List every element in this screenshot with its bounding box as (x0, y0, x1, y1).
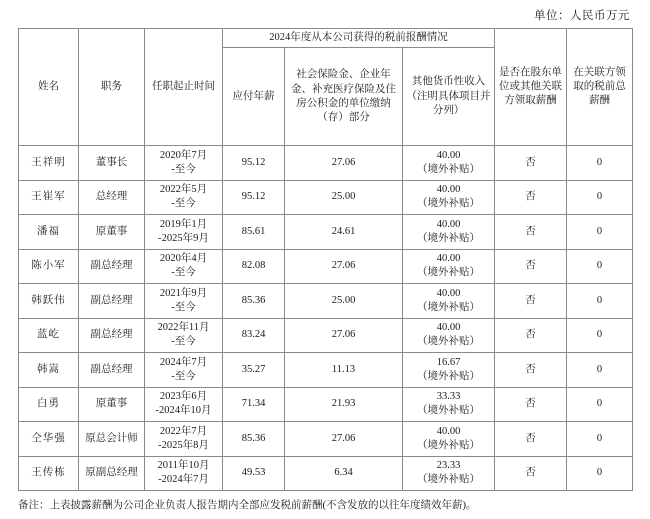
table-row (19, 146, 633, 181)
other-amount: 40.00 (436, 218, 461, 230)
cell-insurance: 27.06 (285, 249, 403, 284)
table-footnote: 备注：上表披露薪酬为公司企业负责人报告期内全部应发税前薪酬(不含发放的以往年度绩效年薪)。 (18, 500, 477, 512)
table-row (19, 456, 633, 491)
other-note: （境外补贴） (417, 474, 481, 486)
cell-other-income (403, 456, 495, 491)
cell-term (145, 284, 223, 319)
term-end: -2024年10月 (155, 405, 212, 417)
cell-salary: 95.12 (223, 146, 285, 181)
other-amount: 23.33 (436, 460, 461, 472)
cell-related-total: 0 (567, 353, 633, 388)
other-note: （境外补贴） (417, 301, 481, 313)
cell-insurance: 21.93 (285, 387, 403, 422)
cell-salary: 35.27 (223, 353, 285, 388)
other-amount: 33.33 (436, 391, 461, 403)
header-title: 职务 (79, 29, 145, 146)
cell-insurance: 6.34 (285, 456, 403, 491)
term-start: 2020年4月 (159, 253, 208, 265)
header-salary: 应付年薪 (223, 48, 285, 146)
compensation-table (18, 28, 633, 491)
other-amount: 40.00 (436, 184, 461, 196)
other-note: （境外补贴） (417, 405, 481, 417)
term-start: 2023年6月 (159, 391, 208, 403)
cell-title: 总经理 (79, 180, 145, 215)
term-end: -至今 (171, 370, 196, 382)
term-start: 2022年5月 (159, 184, 208, 196)
cell-name: 蓝屹 (19, 318, 79, 353)
cell-term (145, 318, 223, 353)
cell-insurance: 27.06 (285, 422, 403, 457)
cell-is-shareholder: 否 (495, 387, 567, 422)
table-row (19, 422, 633, 457)
other-note: （境外补贴） (417, 163, 481, 175)
cell-insurance: 11.13 (285, 353, 403, 388)
table-row (19, 284, 633, 319)
cell-is-shareholder: 否 (495, 422, 567, 457)
cell-is-shareholder: 否 (495, 146, 567, 181)
cell-insurance: 24.61 (285, 215, 403, 250)
cell-salary: 95.12 (223, 180, 285, 215)
other-amount: 40.00 (436, 322, 461, 334)
cell-other-income (403, 318, 495, 353)
cell-insurance: 25.00 (285, 284, 403, 319)
cell-other-income (403, 180, 495, 215)
term-start: 2019年1月 (159, 218, 208, 230)
cell-related-total: 0 (567, 146, 633, 181)
cell-term (145, 146, 223, 181)
table-row (19, 249, 633, 284)
cell-term (145, 456, 223, 491)
cell-is-shareholder: 否 (495, 456, 567, 491)
other-amount: 40.00 (436, 149, 461, 161)
other-note: （境外补贴） (417, 267, 481, 279)
cell-title: 副总经理 (79, 318, 145, 353)
term-end: -至今 (171, 198, 196, 210)
other-note: （境外补贴） (417, 336, 481, 348)
header-name: 姓名 (19, 29, 79, 146)
cell-name: 王崔军 (19, 180, 79, 215)
cell-term (145, 353, 223, 388)
header-other-income: 其他货币性收入（注明具体项目并分列） (403, 48, 495, 146)
term-end: -至今 (171, 301, 196, 313)
term-end: -2025年9月 (158, 232, 209, 244)
cell-is-shareholder: 否 (495, 318, 567, 353)
cell-title: 原董事 (79, 215, 145, 250)
cell-other-income (403, 249, 495, 284)
cell-insurance: 27.06 (285, 146, 403, 181)
cell-insurance: 27.06 (285, 318, 403, 353)
cell-name: 潘福 (19, 215, 79, 250)
unit-note: 单位：人民币万元 (534, 10, 630, 22)
cell-is-shareholder: 否 (495, 180, 567, 215)
other-amount: 40.00 (436, 253, 461, 265)
cell-name: 仝华强 (19, 422, 79, 457)
term-start: 2021年9月 (159, 287, 208, 299)
cell-other-income (403, 215, 495, 250)
other-amount: 40.00 (436, 425, 461, 437)
cell-term (145, 422, 223, 457)
cell-related-total: 0 (567, 249, 633, 284)
header-insurance: 社会保险金、企业年金、补充医疗保险及住房公积金的单位缴纳（存）部分 (285, 48, 403, 146)
header-related-total: 在关联方领取的税前总薪酬 (567, 29, 633, 146)
term-end: -2025年8月 (158, 439, 209, 451)
cell-is-shareholder: 否 (495, 249, 567, 284)
cell-title: 原总会计师 (79, 422, 145, 457)
cell-salary: 71.34 (223, 387, 285, 422)
cell-title: 副总经理 (79, 249, 145, 284)
cell-other-income (403, 146, 495, 181)
cell-salary: 83.24 (223, 318, 285, 353)
cell-related-total: 0 (567, 284, 633, 319)
cell-salary: 85.36 (223, 284, 285, 319)
cell-title: 副总经理 (79, 284, 145, 319)
header-is-shareholder: 是否在股东单位或其他关联方领取薪酬 (495, 29, 567, 146)
cell-salary: 49.53 (223, 456, 285, 491)
cell-name: 韩嵩 (19, 353, 79, 388)
cell-related-total: 0 (567, 180, 633, 215)
cell-salary: 85.61 (223, 215, 285, 250)
table-row (19, 387, 633, 422)
term-start: 2022年7月 (159, 425, 208, 437)
cell-name: 王传栋 (19, 456, 79, 491)
term-end: -至今 (171, 267, 196, 279)
table-row (19, 318, 633, 353)
other-note: （境外补贴） (417, 232, 481, 244)
header-group-pretax: 2024年度从本公司获得的税前报酬情况 (223, 29, 495, 48)
cell-term (145, 215, 223, 250)
table-header-row-1 (19, 29, 633, 48)
table-row (19, 353, 633, 388)
cell-other-income (403, 387, 495, 422)
cell-name: 王祥明 (19, 146, 79, 181)
term-start: 2022年11月 (157, 322, 210, 334)
table-row (19, 180, 633, 215)
term-end: -2024年7月 (158, 474, 209, 486)
other-amount: 40.00 (436, 287, 461, 299)
cell-related-total: 0 (567, 422, 633, 457)
cell-related-total: 0 (567, 387, 633, 422)
table-row (19, 215, 633, 250)
cell-term (145, 180, 223, 215)
other-note: （境外补贴） (417, 439, 481, 451)
cell-salary: 82.08 (223, 249, 285, 284)
cell-name: 韩跃伟 (19, 284, 79, 319)
other-note: （境外补贴） (417, 370, 481, 382)
cell-term (145, 387, 223, 422)
term-start: 2011年10月 (157, 460, 210, 472)
cell-insurance: 25.00 (285, 180, 403, 215)
cell-related-total: 0 (567, 456, 633, 491)
term-start: 2020年7月 (159, 149, 208, 161)
cell-related-total: 0 (567, 318, 633, 353)
cell-other-income (403, 422, 495, 457)
cell-title: 原副总经理 (79, 456, 145, 491)
term-start: 2024年7月 (159, 356, 208, 368)
cell-title: 董事长 (79, 146, 145, 181)
other-note: （境外补贴） (417, 198, 481, 210)
term-end: -至今 (171, 163, 196, 175)
cell-name: 陈小军 (19, 249, 79, 284)
cell-other-income (403, 353, 495, 388)
cell-term (145, 249, 223, 284)
cell-title: 原董事 (79, 387, 145, 422)
cell-title: 副总经理 (79, 353, 145, 388)
other-amount: 16.67 (436, 356, 461, 368)
cell-is-shareholder: 否 (495, 353, 567, 388)
cell-is-shareholder: 否 (495, 284, 567, 319)
cell-other-income (403, 284, 495, 319)
cell-is-shareholder: 否 (495, 215, 567, 250)
header-term: 任职起止时间 (145, 29, 223, 146)
cell-name: 白勇 (19, 387, 79, 422)
cell-salary: 85.36 (223, 422, 285, 457)
cell-related-total: 0 (567, 215, 633, 250)
term-end: -至今 (171, 336, 196, 348)
